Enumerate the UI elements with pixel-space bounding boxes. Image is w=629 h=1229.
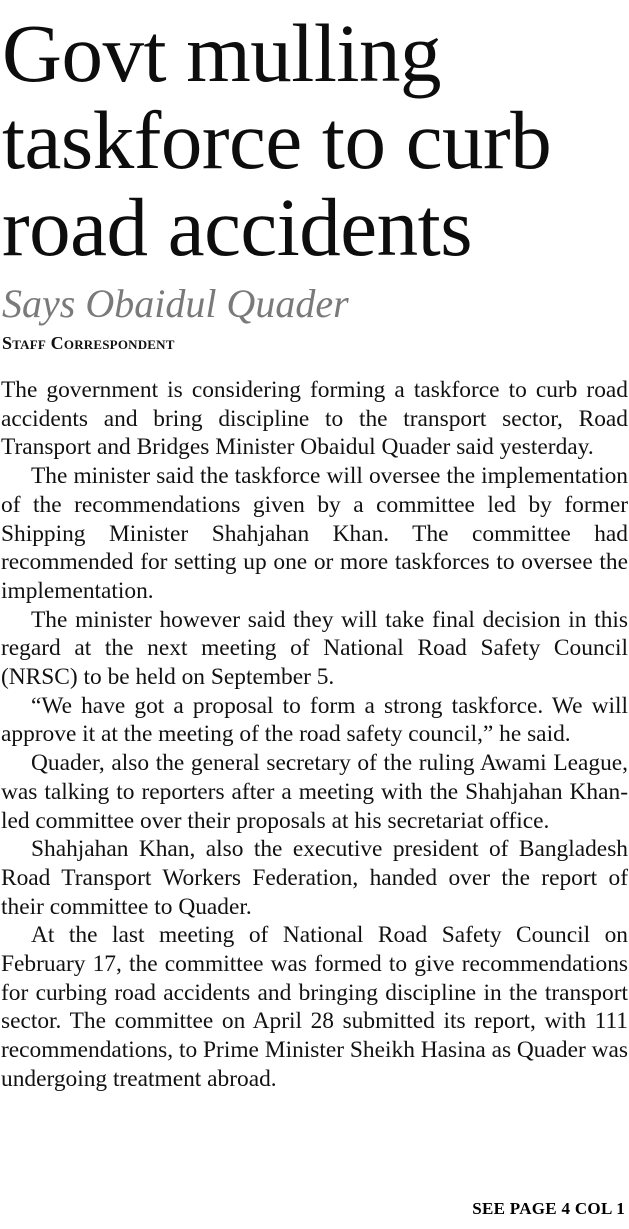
body-paragraph: At the last meeting of National Road Safety Council on February 17, the committee was formed to give recommendations for curbing road accidents and bringing discipline in the transport sector. The committee on April 28 submitted its report, with 111 recommendations, to Prime Minister Sheikh Hasina as Quader was undergoing treatment abroad. [1, 922, 628, 1092]
article-body [0, 376, 629, 1094]
byline: Staff Correspondent [2, 333, 175, 353]
headline-line: taskforce to curb [2, 94, 552, 186]
body-paragraph: The government is considering forming a taskforce to curb road accidents and bring discipline to the transport sector, Road Transport and Bridges Minister Obaidul Quader said yesterday. [1, 377, 628, 461]
continuation-note: SEE PAGE 4 COL 1 [472, 1199, 625, 1218]
body-paragraph: Shahjahan Khan, also the executive president of Bangladesh Road Transport Workers Federation, handed over the report of their committee to Quader. [1, 836, 628, 920]
body-paragraph: The minister said the taskforce will oversee the implementation of the recommendations given by a committee led by former Shipping Minister Shahjahan Khan. The committee had recommended for setting up one or more taskforces to oversee the implementation. [1, 463, 628, 604]
body-paragraph: “We have got a proposal to form a strong taskforce. We will approve it at the meeting of the road safety council,” he said. [1, 692, 628, 748]
body-paragraph: Quader, also the general secretary of the ruling Awami League, was talking to reporters after a meeting with the Shahjahan Khan-led committee over their proposals at his secretariat office. [1, 750, 628, 834]
headline-line: road accidents [2, 181, 473, 273]
subheadline: Says Obaidul Quader [2, 281, 349, 326]
headline-line: Govt mulling [2, 7, 441, 99]
body-paragraph: The minister however said they will take final decision in this regard at the next meeting of National Road Safety Council (NRSC) to be held on September 5. [1, 606, 628, 691]
headline [0, 0, 629, 271]
